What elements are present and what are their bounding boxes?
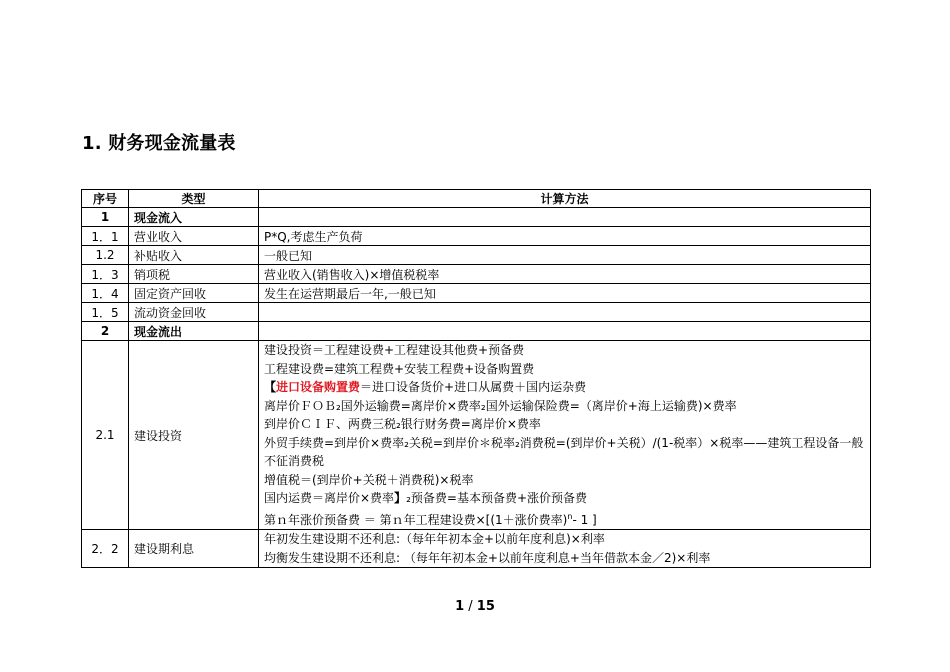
formula-line: 年初发生建设期不还利息:（每年年初本金+以前年度利息)×利率 xyxy=(264,532,605,546)
table-row xyxy=(82,265,871,284)
row-method: P*Q,考虑生产负荷 xyxy=(259,227,871,246)
table-row xyxy=(82,246,871,265)
bracket-open: 【 xyxy=(264,380,277,394)
formula-text: 第ｎ年涨价预备费 ＝ 第ｎ年工程建设费×[(1＋涨价费率) xyxy=(264,512,568,527)
header-method: 计算方法 xyxy=(259,190,871,208)
row-method xyxy=(259,322,871,341)
header-type: 类型 xyxy=(129,190,259,208)
row-method: 一般已知 xyxy=(259,246,871,265)
table-row-construction xyxy=(82,341,871,530)
table-row xyxy=(82,322,871,341)
row-type: 建设投资 xyxy=(129,341,259,530)
row-type: 现金流出 xyxy=(129,322,259,341)
table-header-row xyxy=(82,190,871,208)
formula-line: 到岸价ＣＩＦ、两费三税₂银行财务费=离岸价×费率 xyxy=(264,417,541,431)
cash-flow-table xyxy=(81,189,871,568)
row-method-formulas xyxy=(259,341,871,530)
row-number: 1．1 xyxy=(82,227,129,246)
formula-line: 工程建设费=建筑工程费+安装工程费+设备购置费 xyxy=(264,361,535,376)
row-type: 建设期利息 xyxy=(129,530,259,568)
formula-text: 国内运费＝离岸价×费率 xyxy=(264,491,395,505)
row-type: 营业收入 xyxy=(129,227,259,246)
row-method: 发生在运营期最后一年,一般已知 xyxy=(259,284,871,303)
formula-text: ₂预备费=基本预备费+涨价预备费 xyxy=(406,491,587,505)
row-type: 固定资产回收 xyxy=(129,284,259,303)
superscript: n xyxy=(567,511,573,521)
row-number: 1.2 xyxy=(82,246,129,265)
formula-text: - 1 ] xyxy=(572,512,597,527)
row-method: 营业收入(销售收入)×增值税税率 xyxy=(259,265,871,284)
formula-line: 建设投资＝工程建设费+工程建设其他费+预备费 xyxy=(264,343,525,357)
formula-line: 外贸手续费=到岸价×费率₂关税=到岸价＊税率₂消费税=(到岸价+关税）/(1-税率）×税率——建筑工程设备一般不征消费税 xyxy=(264,435,864,468)
row-number: 2．2 xyxy=(82,530,129,568)
row-method xyxy=(259,208,871,227)
table-row xyxy=(82,303,871,322)
highlight-term: 进口设备购置费 xyxy=(276,380,361,394)
row-number: 1．3 xyxy=(82,265,129,284)
formula-line xyxy=(264,508,865,530)
table-row-interest xyxy=(82,530,871,568)
page-indicator xyxy=(0,599,950,614)
table-row xyxy=(82,284,871,303)
row-number: 1．4 xyxy=(82,284,129,303)
row-type: 补贴收入 xyxy=(129,246,259,265)
bracket-close: 】 xyxy=(394,491,407,505)
current-page: 1 xyxy=(455,599,465,614)
formula-line: 均衡发生建设期不还利息: （每年年初本金+以前年度利息+当年借款本金／2)×利率 xyxy=(264,550,711,565)
table-row xyxy=(82,227,871,246)
row-number: 2.1 xyxy=(82,341,129,530)
row-number: 1 xyxy=(82,208,129,227)
formula-line: 离岸价ＦＯＢ₂国外运输费=离岸价×费率₂国外运输保险费=（离岸价+海上运输费)×费率 xyxy=(264,398,737,413)
row-type: 销项税 xyxy=(129,265,259,284)
formula-line: 增值税＝(到岸价+关税＋消费税)×税率 xyxy=(264,472,474,487)
header-number: 序号 xyxy=(82,190,129,208)
row-method-formulas xyxy=(259,530,871,568)
page-title: 1. 财务现金流量表 xyxy=(82,133,236,154)
row-type: 现金流入 xyxy=(129,208,259,227)
formula-text: ＝进口设备货价+进口从属费＋国内运杂费 xyxy=(360,380,587,394)
table-row xyxy=(82,208,871,227)
formula-line xyxy=(264,489,865,508)
formula-line xyxy=(264,378,865,397)
page-separator: / xyxy=(464,599,477,614)
row-method xyxy=(259,303,871,322)
row-type: 流动资金回收 xyxy=(129,303,259,322)
total-pages: 15 xyxy=(476,599,495,614)
row-number: 2 xyxy=(82,322,129,341)
row-number: 1．5 xyxy=(82,303,129,322)
